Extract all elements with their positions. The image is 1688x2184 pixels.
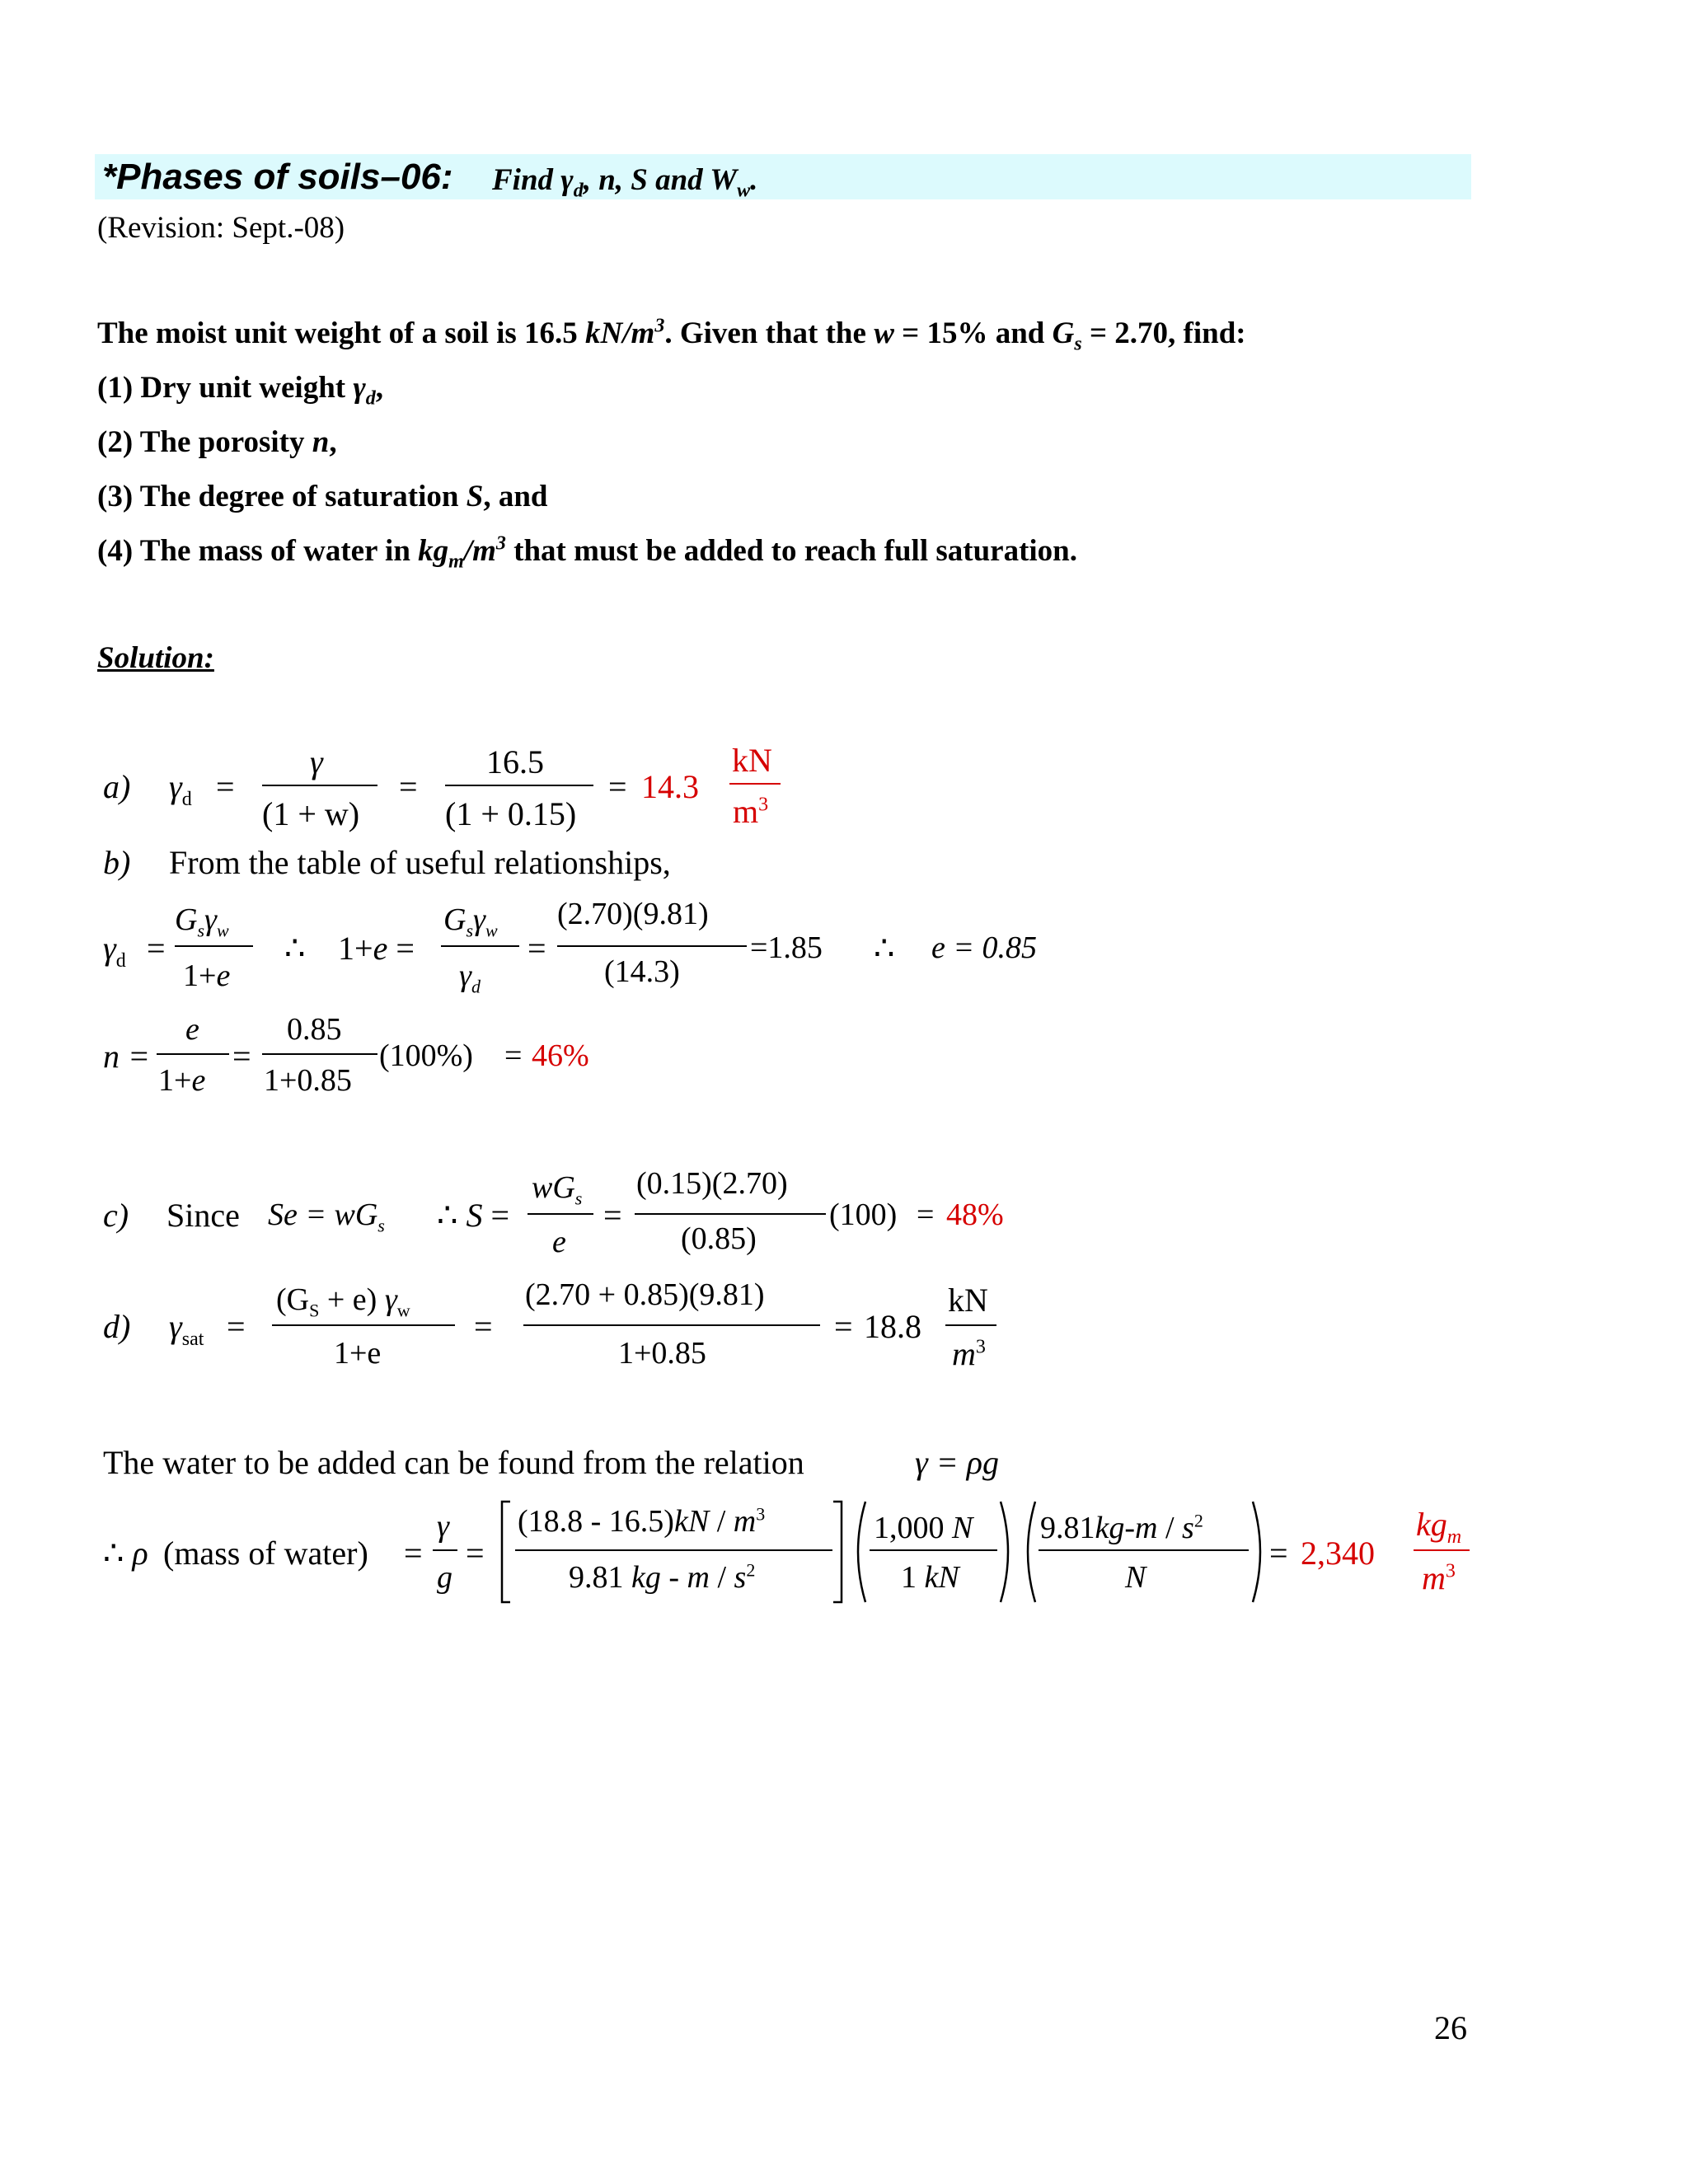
d-relation-text: The water to be added can be found from the relation [103, 1444, 804, 1481]
d-frac1-den: 1+e [334, 1336, 382, 1371]
d-conv1-den: 1 kN [901, 1560, 959, 1595]
b-frac1-den: 1+e [183, 958, 231, 993]
label-d: d) [103, 1308, 131, 1345]
c-factor: (100) [829, 1197, 898, 1232]
a-lhs: $\gamma_d$ [169, 768, 192, 810]
c-frac1-num: $wG_s$ [532, 1170, 583, 1209]
b-onepluse: 1+e = [338, 930, 415, 967]
d-mass-bracket-den: 9.81 kg - m / $s^2$ [569, 1559, 756, 1595]
b-n-frac2-num: 0.85 [287, 1012, 342, 1047]
d-frac2-bar [523, 1324, 820, 1326]
b-eq1-num: (2.70)(9.81) [557, 897, 709, 931]
problem-item-3: (3) The degree of saturation S, and [97, 480, 548, 513]
b-n-frac1-den: 1+e [158, 1063, 206, 1098]
label-a: a) [103, 768, 131, 805]
a-frac1-num: γ [310, 743, 323, 780]
b-text: From the table of useful relationships, [169, 844, 671, 881]
b-eq1-bar [557, 945, 747, 947]
d-mass-bracket-num: $(18.8 - 16.5)kN / m^3$ [518, 1503, 766, 1539]
page-title: *Phases of soils–06: [102, 157, 453, 197]
b-n-factor: (100%) [379, 1038, 473, 1073]
b-frac2-num: $G_s\gamma_w$ [443, 902, 498, 941]
d-mass-unit-den: $m^3$ [1422, 1559, 1456, 1596]
solution-heading: Solution: [97, 641, 214, 675]
d-unit-bar [945, 1324, 996, 1326]
b-eq1-result: =1.85 [750, 930, 823, 965]
b-n-result: 46% [532, 1038, 589, 1073]
b-eq1-conclusion: e = 0.85 [931, 930, 1038, 965]
problem-item-2: (2) The porosity n, [97, 425, 337, 459]
c-frac1-den: e [552, 1225, 566, 1259]
d-unit-den: $m^3$ [952, 1335, 986, 1372]
problem-item-1: (1) Dry unit weight $\gamma_d$, [97, 371, 384, 410]
a-unit-num: kN [732, 742, 772, 779]
b-n-frac1-num: e [185, 1012, 199, 1047]
d-frac1-num: $(G_S + e)$ $\gamma_w$ [276, 1282, 410, 1321]
label-c: c) [103, 1197, 129, 1234]
a-frac2-bar [445, 785, 593, 786]
c-frac2-den: (0.85) [681, 1221, 757, 1256]
d-mass-result: 2,340 [1301, 1535, 1375, 1572]
b-eq1-den: (14.3) [604, 954, 680, 989]
d-conv1-bar [870, 1549, 997, 1551]
d-conv2-num: $9.81kg-m / s^2$ [1040, 1510, 1203, 1545]
a-unit-den: $m^3$ [733, 793, 769, 830]
revision-note: (Revision: Sept.-08) [97, 211, 345, 245]
d-mass-frac-num: γ [437, 1509, 449, 1544]
d-frac1-bar [272, 1324, 455, 1326]
a-frac1-den: (1 + w) [262, 795, 360, 832]
d-mass-label: (mass of water) [163, 1535, 368, 1572]
c-frac1-bar [528, 1213, 593, 1215]
a-frac2-den: (1 + 0.15) [445, 795, 577, 832]
problem-statement: The moist unit weight of a soil is 16.5 $kN/m^3$. Given that the w = 15% and $G_s = 2.70$, find: [97, 315, 1246, 355]
c-frac2-num: (0.15)(2.70) [636, 1166, 788, 1201]
b-n-frac2-den: 1+0.85 [264, 1063, 352, 1098]
d-relation-formula: γ = ρg [915, 1444, 999, 1481]
page-subtitle: Find $\gamma_d$, n, S and $W_w$. [492, 163, 758, 202]
d-frac2-num: (2.70 + 0.85)(9.81) [525, 1277, 765, 1312]
d-frac2-den: 1+0.85 [618, 1336, 706, 1371]
b-frac1-bar [175, 945, 253, 947]
c-result: 48% [946, 1197, 1004, 1232]
b-n-lhs: n = [103, 1038, 150, 1075]
problem-item-4: (4) The mass of water in $kg_m/m^3$ that must be added to reach full saturation. [97, 532, 1078, 573]
c-frac2-bar [635, 1213, 826, 1215]
b-frac1-num: $G_s\gamma_w$ [175, 902, 229, 941]
a-frac1-bar [262, 785, 377, 786]
b-frac2-bar [441, 945, 519, 947]
c-relation: $Se = wG_s$ [268, 1197, 385, 1236]
a-frac2-num: 16.5 [486, 743, 544, 780]
b-frac2-den: $\gamma_d$ [459, 958, 481, 997]
d-mass-frac-bar [433, 1549, 457, 1551]
c-text: Since [166, 1197, 240, 1234]
b-n-frac2-bar [262, 1053, 377, 1055]
a-result: 14.3 [641, 768, 699, 805]
c-therefore: ∴ S = [437, 1197, 510, 1234]
label-b: b) [103, 844, 131, 881]
d-mass-lhs: ∴ ρ [103, 1535, 148, 1572]
d-result: 18.8 [864, 1308, 921, 1345]
d-conv2-den: N [1125, 1560, 1146, 1595]
page-number: 26 [1434, 2009, 1467, 2046]
d-conv1-num: 1,000 N [874, 1511, 973, 1545]
d-unit-num: kN [948, 1282, 988, 1319]
d-conv2-bar [1039, 1549, 1249, 1551]
b-gammad: $\gamma_d$ [103, 930, 126, 972]
a-unit-bar [729, 783, 781, 785]
b-n-frac1-bar [157, 1053, 229, 1055]
d-lhs: $\gamma_{sat}$ [169, 1308, 204, 1350]
d-mass-unit-num: $kg_m$ [1416, 1506, 1462, 1548]
d-mass-bracket-bar [515, 1549, 832, 1551]
d-mass-unit-bar [1414, 1549, 1470, 1551]
d-mass-frac-den: g [437, 1560, 452, 1595]
